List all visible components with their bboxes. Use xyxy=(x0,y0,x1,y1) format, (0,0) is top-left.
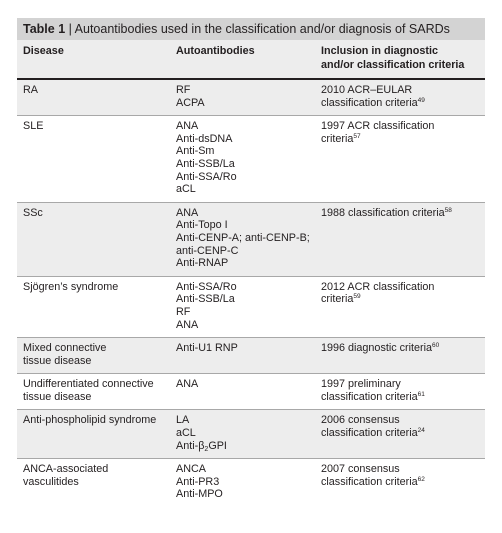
antibody-item: Anti-U1 RNP xyxy=(176,342,238,355)
disease-cell xyxy=(17,378,175,403)
disease-cell xyxy=(17,281,175,331)
disease-cell xyxy=(17,84,175,109)
criteria-text xyxy=(321,133,485,146)
disease-name: Undifferentiated connective xyxy=(23,378,154,391)
antibody-item: RF xyxy=(176,84,191,96)
antibody-item: Anti-CENP-A; anti-CENP-B; xyxy=(176,231,310,244)
reference-number: 24 xyxy=(417,427,425,435)
disease-name: SLE xyxy=(23,120,44,133)
antibody-item xyxy=(176,440,320,453)
antibody-prefix: Anti-β xyxy=(176,439,205,452)
disease-name: tissue disease xyxy=(23,390,92,403)
criteria-cell xyxy=(320,281,485,331)
criteria-text: 2006 consensus xyxy=(321,414,400,427)
antibody-item: Anti-MPO xyxy=(176,488,223,501)
criteria-text xyxy=(321,476,485,489)
antibody-item: RF xyxy=(176,305,191,318)
table-header-row xyxy=(17,40,485,80)
header-criteria-line: and/or classification criteria xyxy=(321,59,465,71)
criteria-text-part: 1988 classification criteria xyxy=(321,206,445,219)
header-criteria xyxy=(320,44,485,72)
criteria-text-part: classification criteria xyxy=(321,475,418,488)
antibody-item: Anti-PR3 xyxy=(176,475,220,488)
criteria-cell xyxy=(320,84,485,109)
antibody-item: LA xyxy=(176,414,190,427)
criteria-text: 1997 preliminary xyxy=(321,378,401,391)
antibody-cell xyxy=(175,207,320,270)
disease-name: tissue disease xyxy=(23,354,92,367)
disease-cell xyxy=(17,207,175,270)
reference-number: 62 xyxy=(417,475,425,483)
criteria-cell xyxy=(320,463,485,501)
antibody-item: anti-CENP-C xyxy=(176,244,239,257)
antibody-item: aCL xyxy=(176,427,196,440)
disease-cell xyxy=(17,342,175,367)
criteria-cell xyxy=(320,342,485,367)
criteria-text xyxy=(321,342,485,355)
disease-name: ANCA-associated xyxy=(23,463,109,476)
antibody-cell xyxy=(175,414,320,452)
criteria-text: 1997 ACR classification xyxy=(321,120,435,133)
criteria-text-part: 1996 diagnostic criteria xyxy=(321,342,433,355)
autoantibody-table xyxy=(17,18,485,507)
antibody-item: ANA xyxy=(176,378,199,391)
criteria-cell xyxy=(320,414,485,452)
criteria-text: 2007 consensus xyxy=(321,463,400,476)
antibody-item: ACPA xyxy=(176,96,205,109)
disease-name: Sjögren’s syndrome xyxy=(23,280,119,293)
disease-name: vasculitides xyxy=(23,475,79,488)
caption-title: Autoantibodies used in the classification and/or diagnosis of SARDs xyxy=(74,22,450,36)
antibody-suffix: GPI xyxy=(208,439,227,452)
reference-number: 60 xyxy=(432,342,440,350)
antibody-item: Anti-SSB/La xyxy=(176,157,235,170)
criteria-text xyxy=(321,293,485,306)
antibody-cell xyxy=(175,378,320,403)
criteria-text-part: criteria xyxy=(321,132,354,145)
caption-separator: | xyxy=(65,22,75,36)
criteria-text xyxy=(321,427,485,440)
criteria-text-part: classification criteria xyxy=(321,390,418,403)
antibody-item: Anti-dsDNA xyxy=(176,132,233,145)
table-row xyxy=(17,410,485,459)
criteria-cell xyxy=(320,120,485,196)
table-caption xyxy=(17,18,485,40)
antibody-item: Anti-Topo I xyxy=(176,219,228,232)
antibody-item: Anti-SSB/La xyxy=(176,293,235,306)
criteria-text-part: classification criteria xyxy=(321,96,418,109)
header-disease: Disease xyxy=(23,45,64,57)
reference-number: 59 xyxy=(353,293,361,301)
antibody-item: ANCA xyxy=(176,463,206,476)
antibody-item: Anti-SSA/Ro xyxy=(176,170,237,183)
criteria-text xyxy=(321,97,485,110)
criteria-text-part: criteria xyxy=(321,293,354,306)
disease-cell xyxy=(17,120,175,196)
header-autoantibodies: Autoantibodies xyxy=(176,45,255,57)
table-row xyxy=(17,203,485,277)
table-row xyxy=(17,338,485,374)
criteria-text: 2010 ACR–EULAR xyxy=(321,84,413,96)
criteria-text: 2012 ACR classification xyxy=(321,280,435,293)
antibody-item: ANA xyxy=(176,206,199,219)
disease-cell xyxy=(17,414,175,452)
reference-number: 49 xyxy=(417,96,425,104)
antibody-item: ANA xyxy=(176,120,199,133)
reference-number: 61 xyxy=(417,390,425,398)
antibody-cell xyxy=(175,84,320,109)
table-label: Table 1 xyxy=(23,22,66,36)
disease-name: RA xyxy=(23,84,38,96)
header-criteria-line: Inclusion in diagnostic xyxy=(321,45,438,57)
reference-number: 58 xyxy=(444,206,452,214)
antibody-cell xyxy=(175,463,320,501)
disease-name: Mixed connective xyxy=(23,342,107,355)
antibody-item: ANA xyxy=(176,318,199,331)
disease-name: SSc xyxy=(23,206,43,219)
antibody-cell xyxy=(175,281,320,331)
antibody-subscript: 2 xyxy=(204,445,209,453)
criteria-cell xyxy=(320,207,485,270)
antibody-item: Anti-Sm xyxy=(176,145,215,158)
table-row xyxy=(17,116,485,203)
table-row xyxy=(17,277,485,338)
disease-cell xyxy=(17,463,175,501)
antibody-item: aCL xyxy=(176,183,196,196)
table-row xyxy=(17,459,485,507)
antibody-item: Anti-SSA/Ro xyxy=(176,280,237,293)
antibody-cell xyxy=(175,120,320,196)
table-row xyxy=(17,80,485,116)
criteria-text-part: classification criteria xyxy=(321,427,418,440)
disease-name: Anti-phospholipid syndrome xyxy=(23,414,157,427)
criteria-cell xyxy=(320,378,485,403)
table-row xyxy=(17,374,485,410)
antibody-item: Anti-RNAP xyxy=(176,257,229,270)
antibody-cell xyxy=(175,342,320,367)
reference-number: 57 xyxy=(353,132,361,140)
criteria-text xyxy=(321,207,485,220)
criteria-text xyxy=(321,391,485,404)
